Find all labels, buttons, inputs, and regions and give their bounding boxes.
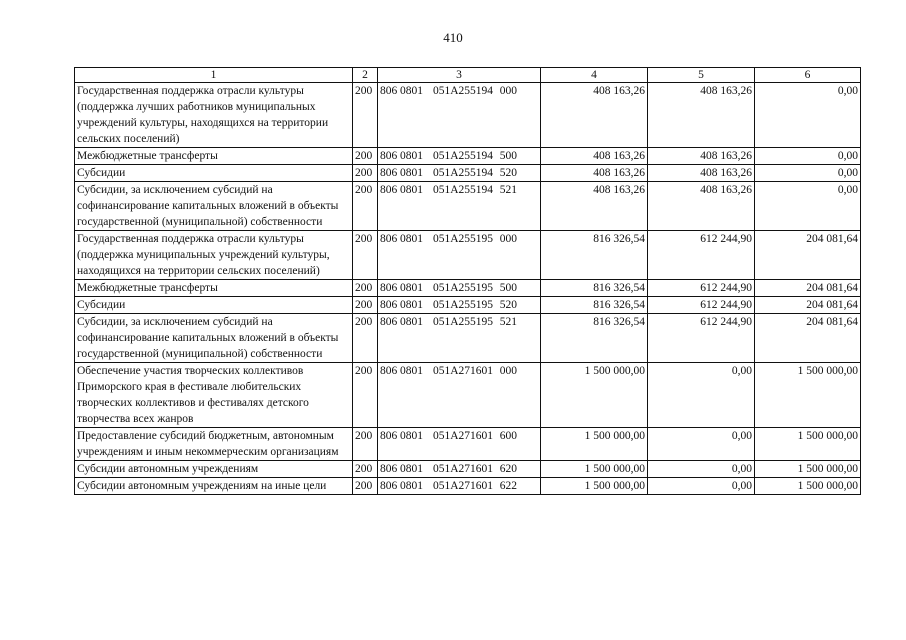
dept-code: 806 xyxy=(380,316,398,328)
expense-type-code: 622 xyxy=(499,480,517,492)
row-name: Межбюджетные трансферты xyxy=(75,148,353,165)
classification-code xyxy=(378,363,541,428)
expense-type-code: 521 xyxy=(499,316,517,328)
classification-code xyxy=(378,314,541,363)
amount-col5: 408 163,26 xyxy=(648,165,755,182)
row-name: Государственная поддержка отрасли культуры (поддержка лучших работников муниципальных учреждений культуры, находящихся на территории сельских поселений) xyxy=(75,83,353,148)
amount-col4: 1 500 000,00 xyxy=(541,478,648,495)
article-code: 051A271601 xyxy=(433,430,494,442)
col2-code: 200 xyxy=(353,314,378,363)
article-code: 051A271601 xyxy=(433,480,494,492)
column-header: 2 xyxy=(353,68,378,83)
row-name: Субсидии, за исключением субсидий на софинансирование капитальных вложений в объекты государственной (муниципальной) собственности xyxy=(75,314,353,363)
expense-type-code: 600 xyxy=(499,430,517,442)
col2-code: 200 xyxy=(353,428,378,461)
article-code: 051A255194 xyxy=(433,184,494,196)
amount-col5: 612 244,90 xyxy=(648,231,755,280)
page-number: 410 xyxy=(443,30,463,45)
expense-type-code: 520 xyxy=(499,299,517,311)
section-code: 0801 xyxy=(400,167,423,179)
amount-col5: 0,00 xyxy=(648,363,755,428)
table-row xyxy=(75,231,861,280)
amount-col6: 0,00 xyxy=(755,182,861,231)
dept-code: 806 xyxy=(380,430,398,442)
amount-col4: 408 163,26 xyxy=(541,182,648,231)
section-code: 0801 xyxy=(400,463,423,475)
classification-code xyxy=(378,148,541,165)
classification-code xyxy=(378,461,541,478)
amount-col5: 0,00 xyxy=(648,461,755,478)
column-header: 4 xyxy=(541,68,648,83)
classification-code xyxy=(378,182,541,231)
classification-code xyxy=(378,231,541,280)
amount-col4: 408 163,26 xyxy=(541,165,648,182)
amount-col4: 1 500 000,00 xyxy=(541,461,648,478)
column-header: 5 xyxy=(648,68,755,83)
expense-type-code: 000 xyxy=(499,233,517,245)
dept-code: 806 xyxy=(380,282,398,294)
article-code: 051A255195 xyxy=(433,282,494,294)
amount-col6: 0,00 xyxy=(755,165,861,182)
amount-col6: 0,00 xyxy=(755,148,861,165)
amount-col5: 0,00 xyxy=(648,478,755,495)
amount-col4: 816 326,54 xyxy=(541,231,648,280)
col2-code: 200 xyxy=(353,182,378,231)
table-row xyxy=(75,478,861,495)
table-row xyxy=(75,148,861,165)
dept-code: 806 xyxy=(380,85,398,97)
expense-type-code: 620 xyxy=(499,463,517,475)
row-name: Предоставление субсидий бюджетным, автономным учреждениям и иным некоммерческим организациям xyxy=(75,428,353,461)
table-row xyxy=(75,182,861,231)
section-code: 0801 xyxy=(400,480,423,492)
row-name: Субсидии, за исключением субсидий на софинансирование капитальных вложений в объекты государственной (муниципальной) собственности xyxy=(75,182,353,231)
table-row xyxy=(75,461,861,478)
table-row xyxy=(75,165,861,182)
dept-code: 806 xyxy=(380,299,398,311)
amount-col6: 1 500 000,00 xyxy=(755,363,861,428)
amount-col6: 1 500 000,00 xyxy=(755,461,861,478)
classification-code xyxy=(378,297,541,314)
article-code: 051A271601 xyxy=(433,463,494,475)
dept-code: 806 xyxy=(380,480,398,492)
classification-code xyxy=(378,478,541,495)
article-code: 051A271601 xyxy=(433,365,494,377)
table-row xyxy=(75,280,861,297)
amount-col4: 816 326,54 xyxy=(541,280,648,297)
dept-code: 806 xyxy=(380,184,398,196)
table-row xyxy=(75,83,861,148)
dept-code: 806 xyxy=(380,463,398,475)
expense-type-code: 000 xyxy=(499,85,517,97)
row-name: Обеспечение участия творческих коллективов Приморского края в фестивале любительских творческих коллективов и фестивалях детского творчества всех жанров xyxy=(75,363,353,428)
row-name: Субсидии xyxy=(75,165,353,182)
section-code: 0801 xyxy=(400,233,423,245)
col2-code: 200 xyxy=(353,280,378,297)
dept-code: 806 xyxy=(380,233,398,245)
col2-code: 200 xyxy=(353,83,378,148)
col2-code: 200 xyxy=(353,461,378,478)
column-header: 6 xyxy=(755,68,861,83)
amount-col4: 816 326,54 xyxy=(541,297,648,314)
col2-code: 200 xyxy=(353,297,378,314)
col2-code: 200 xyxy=(353,148,378,165)
amount-col5: 0,00 xyxy=(648,428,755,461)
row-name: Субсидии автономным учреждениям на иные цели xyxy=(75,478,353,495)
classification-code xyxy=(378,165,541,182)
amount-col6: 0,00 xyxy=(755,83,861,148)
col2-code: 200 xyxy=(353,231,378,280)
amount-col4: 408 163,26 xyxy=(541,148,648,165)
article-code: 051A255194 xyxy=(433,167,494,179)
dept-code: 806 xyxy=(380,365,398,377)
expense-type-code: 500 xyxy=(499,282,517,294)
amount-col5: 408 163,26 xyxy=(648,182,755,231)
column-header: 1 xyxy=(75,68,353,83)
expense-type-code: 520 xyxy=(499,167,517,179)
article-code: 051A255194 xyxy=(433,150,494,162)
col2-code: 200 xyxy=(353,165,378,182)
dept-code: 806 xyxy=(380,167,398,179)
section-code: 0801 xyxy=(400,430,423,442)
amount-col5: 408 163,26 xyxy=(648,83,755,148)
table-row xyxy=(75,363,861,428)
article-code: 051A255195 xyxy=(433,316,494,328)
row-name: Субсидии xyxy=(75,297,353,314)
section-code: 0801 xyxy=(400,299,423,311)
amount-col6: 1 500 000,00 xyxy=(755,428,861,461)
section-code: 0801 xyxy=(400,85,423,97)
row-name: Государственная поддержка отрасли культуры (поддержка муниципальных учреждений культуры, находящихся на территории сельских поселений) xyxy=(75,231,353,280)
table-row xyxy=(75,297,861,314)
expense-type-code: 500 xyxy=(499,150,517,162)
table-row xyxy=(75,428,861,461)
article-code: 051A255195 xyxy=(433,299,494,311)
expense-type-code: 521 xyxy=(499,184,517,196)
section-code: 0801 xyxy=(400,282,423,294)
classification-code xyxy=(378,280,541,297)
amount-col6: 204 081,64 xyxy=(755,231,861,280)
classification-code xyxy=(378,428,541,461)
article-code: 051A255195 xyxy=(433,233,494,245)
row-name: Межбюджетные трансферты xyxy=(75,280,353,297)
amount-col6: 204 081,64 xyxy=(755,314,861,363)
section-code: 0801 xyxy=(400,150,423,162)
section-code: 0801 xyxy=(400,184,423,196)
amount-col4: 816 326,54 xyxy=(541,314,648,363)
expense-type-code: 000 xyxy=(499,365,517,377)
table-row xyxy=(75,314,861,363)
header-row xyxy=(75,68,861,83)
dept-code: 806 xyxy=(380,150,398,162)
amount-col5: 612 244,90 xyxy=(648,280,755,297)
classification-code xyxy=(378,83,541,148)
amount-col6: 204 081,64 xyxy=(755,297,861,314)
amount-col4: 1 500 000,00 xyxy=(541,363,648,428)
article-code: 051A255194 xyxy=(433,85,494,97)
amount-col4: 1 500 000,00 xyxy=(541,428,648,461)
amount-col5: 612 244,90 xyxy=(648,314,755,363)
amount-col6: 204 081,64 xyxy=(755,280,861,297)
amount-col5: 408 163,26 xyxy=(648,148,755,165)
amount-col5: 612 244,90 xyxy=(648,297,755,314)
section-code: 0801 xyxy=(400,365,423,377)
amount-col6: 1 500 000,00 xyxy=(755,478,861,495)
amount-col4: 408 163,26 xyxy=(541,83,648,148)
budget-table xyxy=(74,67,861,495)
col2-code: 200 xyxy=(353,478,378,495)
section-code: 0801 xyxy=(400,316,423,328)
row-name: Субсидии автономным учреждениям xyxy=(75,461,353,478)
col2-code: 200 xyxy=(353,363,378,428)
column-header: 3 xyxy=(378,68,541,83)
